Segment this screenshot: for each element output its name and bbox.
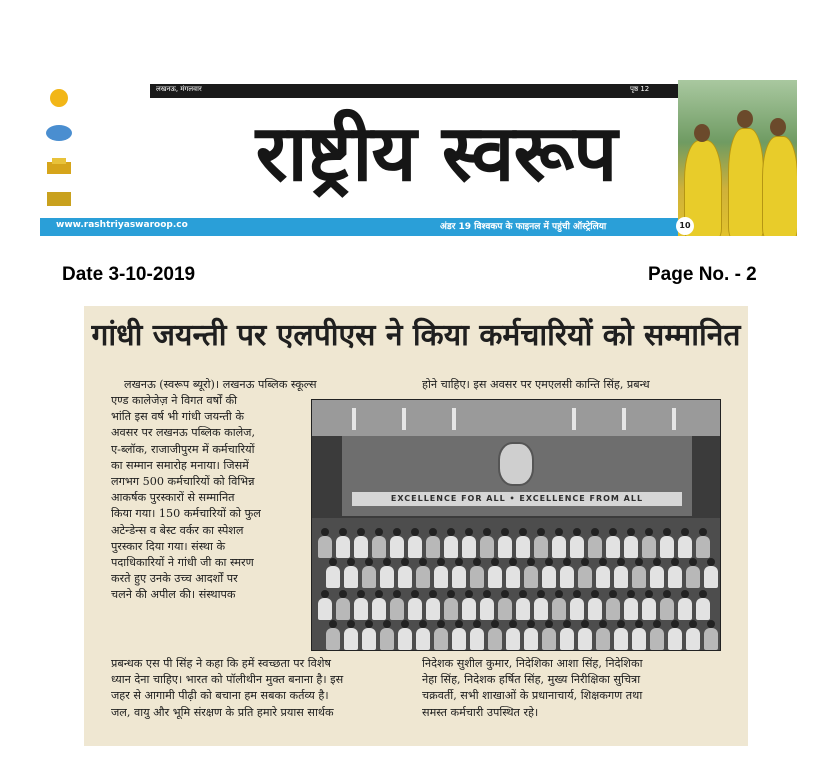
crowd-person-body (408, 598, 422, 620)
crowd-person (401, 620, 409, 628)
news-clipping (84, 306, 748, 746)
article-column-left (111, 393, 307, 604)
masthead-page-badge: 10 (676, 217, 694, 235)
crowd-person-body (506, 566, 520, 588)
crowd-person (473, 558, 481, 566)
crowd-person (663, 590, 671, 598)
event-group-photo (311, 399, 721, 651)
crowd-person (365, 620, 373, 628)
masthead-strip-page: पृष्ठ 12 (630, 85, 650, 93)
text-line: करते हुए उनके उच्च आदर्शों पर (111, 572, 238, 586)
crowd-person-body (678, 598, 692, 620)
crowd-person (483, 528, 491, 536)
text-line: ध्यान देना चाहिए। भारत को पॉलीथीन मुक्त बनाना है। इस (111, 673, 344, 687)
crowd-person (419, 558, 427, 566)
crowd-person-body (462, 536, 476, 558)
crowd-person (519, 590, 527, 598)
crowd-person-body (606, 536, 620, 558)
crowd-person-body (344, 566, 358, 588)
masthead-cricket-photo (678, 80, 797, 236)
crowd-person-body (624, 536, 638, 558)
crowd-person-body (552, 598, 566, 620)
crowd-person (357, 590, 365, 598)
crowd-person-body (362, 628, 376, 650)
crowd-person (437, 558, 445, 566)
crowd-person (383, 558, 391, 566)
crowd-person-body (416, 628, 430, 650)
crowd-person-body (516, 598, 530, 620)
text-line: अटेन्डेन्स व बेस्ट वर्कर का स्पेशल (111, 523, 244, 537)
crowd-person (411, 590, 419, 598)
article-column-bottom-right (422, 656, 727, 721)
text-line: पुरस्कार दिया गया। संस्था के (111, 539, 226, 553)
crowd-person-body (678, 536, 692, 558)
cloud-icon (44, 122, 74, 142)
weather-cloud-row (40, 118, 144, 148)
crowd-person (699, 590, 707, 598)
crowd-person (599, 620, 607, 628)
crowd-person (491, 558, 499, 566)
crowd-person-body (578, 628, 592, 650)
crowd-person-body (318, 598, 332, 620)
crowd-person (429, 528, 437, 536)
crowd-person (537, 590, 545, 598)
crowd-person (609, 528, 617, 536)
crowd-person (465, 590, 473, 598)
crowd-person-body (426, 536, 440, 558)
crowd-person-body (336, 536, 350, 558)
text-line: चलने की अपील की। संस्थापक (111, 588, 236, 602)
crowd-person (357, 528, 365, 536)
masthead-info-strip (150, 84, 716, 98)
crowd-person-body (380, 566, 394, 588)
crowd-person-body (434, 566, 448, 588)
crowd-person (321, 528, 329, 536)
crowd-person-body (570, 536, 584, 558)
crowd-person-body (524, 628, 538, 650)
crowd-person (455, 558, 463, 566)
crowd-person-body (452, 566, 466, 588)
crowd-person (483, 590, 491, 598)
crowd-person-body (534, 536, 548, 558)
crowd-person-body (470, 628, 484, 650)
crowd-person-body (542, 566, 556, 588)
crowd-person-body (390, 598, 404, 620)
text-line: जल, वायु और भूमि संरक्षण के प्रति हमारे प्रयास सार्थक (111, 705, 334, 719)
crowd-person-body (696, 536, 710, 558)
text-line: समस्त कर्मचारी उपस्थित रहे। (422, 705, 539, 719)
crowd-person (671, 558, 679, 566)
crowd-person-body (524, 566, 538, 588)
crowd-person (365, 558, 373, 566)
crowd-person-body (488, 566, 502, 588)
crowd-person-body (480, 598, 494, 620)
text-line: चक्रवर्ती, सभी शाखाओं के प्रधानाचार्य, शिक्षकगण तथा (422, 689, 643, 703)
crowd-person-body (470, 566, 484, 588)
crowd-person-body (462, 598, 476, 620)
crowd-person-body (588, 536, 602, 558)
crowd-person (429, 590, 437, 598)
crowd-person-body (668, 628, 682, 650)
weather-sun-row (40, 84, 144, 114)
crowd-person-body (336, 598, 350, 620)
crowd-person (437, 620, 445, 628)
crowd-person-body (668, 566, 682, 588)
crowd-person (347, 558, 355, 566)
crowd-person (347, 620, 355, 628)
crowd-person-body (326, 566, 340, 588)
crowd-person (329, 620, 337, 628)
crowd-person-body (534, 598, 548, 620)
crowd-person (635, 558, 643, 566)
crowd-person-body (552, 536, 566, 558)
crowd-person-body (488, 628, 502, 650)
crowd-person-body (596, 566, 610, 588)
crowd-person (653, 558, 661, 566)
crowd-person (689, 620, 697, 628)
crowd-person-body (372, 598, 386, 620)
crowd-person (519, 528, 527, 536)
crowd-person (581, 620, 589, 628)
crowd-person (491, 620, 499, 628)
crowd-person-body (344, 628, 358, 650)
crowd-person-body (560, 628, 574, 650)
crowd-person-body (398, 628, 412, 650)
crowd-person (627, 590, 635, 598)
crowd-person (473, 620, 481, 628)
crowd-person (527, 558, 535, 566)
text-line: का सम्मान समारोह मनाया। जिसमें (111, 458, 249, 472)
crowd-person-body (354, 536, 368, 558)
article-column-bottom-left (111, 656, 411, 721)
crowd-person-body (696, 598, 710, 620)
crowd-person (681, 528, 689, 536)
crowd-person (707, 558, 715, 566)
text-line: प्रबन्धक एस पी सिंह ने कहा कि हमें स्वच्छता पर विशेष (111, 657, 331, 670)
crowd-person (573, 528, 581, 536)
crowd-person (699, 528, 707, 536)
crowd-person-body (354, 598, 368, 620)
text-line: एण्ड कालेजेज़ ने विगत वर्षों की (111, 394, 238, 407)
crowd-person (617, 558, 625, 566)
crowd-person (555, 528, 563, 536)
photo-stage-banner: EXCELLENCE FOR ALL • EXCELLENCE FROM ALL (352, 492, 682, 506)
crowd-person-body (452, 628, 466, 650)
crowd-person-body (704, 628, 718, 650)
text-line: निदेशक सुशील कुमार, निदेशिका आशा सिंह, निदेशिका (422, 657, 643, 670)
crowd-person (689, 558, 697, 566)
weather-panel (40, 84, 144, 216)
crowd-person-body (650, 628, 664, 650)
crowd-person (501, 528, 509, 536)
crowd-person (537, 528, 545, 536)
newspaper-masthead (40, 80, 797, 237)
crowd-person-body (498, 598, 512, 620)
crowd-person-body (480, 536, 494, 558)
crowd-person-body (650, 566, 664, 588)
crowd-person-body (614, 566, 628, 588)
crowd-person (663, 528, 671, 536)
crowd-person-body (570, 598, 584, 620)
crowd-person-body (326, 628, 340, 650)
article-headline: गांधी जयन्ती पर एलपीएस ने किया कर्मचारियों को सम्मानित (91, 318, 741, 353)
crowd-person (609, 590, 617, 598)
text-line: लगभग 500 कर्मचारियों को विभिन्न (111, 475, 255, 489)
crowd-person (635, 620, 643, 628)
crowd-person-body (560, 566, 574, 588)
crowd-person-body (408, 536, 422, 558)
crowd-person-body (444, 598, 458, 620)
crowd-person (653, 620, 661, 628)
crowd-person (627, 528, 635, 536)
crowd-person (645, 528, 653, 536)
crowd-person (393, 590, 401, 598)
crowd-person-body (444, 536, 458, 558)
crowd-person (581, 558, 589, 566)
crowd-person (393, 528, 401, 536)
crowd-person-body (362, 566, 376, 588)
crowd-person (573, 590, 581, 598)
crowd-person (375, 528, 383, 536)
crowd-person-body (380, 628, 394, 650)
crowd-person-body (686, 628, 700, 650)
text-line: जहर से आगामी पीढ़ी को बचाना हम सबका कर्तव्य है। (111, 689, 329, 703)
text-line: भांति इस वर्ष भी गांधी जयन्ती के (111, 410, 244, 424)
crowd-person (509, 558, 517, 566)
crowd-person (447, 590, 455, 598)
text-line: पदाधिकारियों ने गांधी जी का स्मरण (111, 556, 254, 570)
newspaper-title: राष्ट्रीय स्वरूप (255, 109, 617, 199)
crowd-person (617, 620, 625, 628)
text-line: ए-ब्लॉक, राजाजीपुरम में कर्मचारियों (111, 442, 255, 456)
crowd-person-body (516, 536, 530, 558)
crowd-person-body (660, 598, 674, 620)
crowd-person-body (372, 536, 386, 558)
crowd-person-body (390, 536, 404, 558)
crowd-person (447, 528, 455, 536)
crowd-person (591, 590, 599, 598)
crowd-person-body (642, 536, 656, 558)
crowd-person-body (318, 536, 332, 558)
crowd-person (645, 590, 653, 598)
crowd-person (455, 620, 463, 628)
gold-icon (44, 156, 74, 176)
crowd-person-body (596, 628, 610, 650)
crowd-person (599, 558, 607, 566)
crowd-person (591, 528, 599, 536)
crowd-person (339, 590, 347, 598)
crowd-person (375, 590, 383, 598)
crowd-person (509, 620, 517, 628)
crowd-person-body (498, 536, 512, 558)
crowd-person-body (588, 598, 602, 620)
crowd-person-body (624, 598, 638, 620)
crowd-person (339, 528, 347, 536)
crowd-person-body (426, 598, 440, 620)
crowd-person (383, 620, 391, 628)
crowd-person-body (416, 566, 430, 588)
crowd-person (563, 620, 571, 628)
text-line: नेहा सिंह, निदेशक हर्षित सिंह, मुख्य निरीक्षिका सुचित्रा (422, 673, 641, 687)
text-line: आकर्षक पुरस्कारों से सम्मानित (111, 491, 235, 505)
article-byline: लखनऊ (स्वरूप ब्यूरो)। लखनऊ पब्लिक स्कूल्स (124, 378, 317, 391)
text-line: किया गया। 150 कर्मचारियों को फुल (111, 507, 261, 521)
crowd-person-body (660, 536, 674, 558)
crowd-person (501, 590, 509, 598)
crowd-person-body (434, 628, 448, 650)
crowd-person-body (506, 628, 520, 650)
sun-icon (44, 88, 74, 108)
crowd-person (681, 590, 689, 598)
crowd-person (411, 528, 419, 536)
masthead-strip-text: लखनऊ, मंगलवार (156, 85, 202, 93)
crowd-person (419, 620, 427, 628)
text-line: अवसर पर लखनऊ पब्लिक कालेज, (111, 426, 256, 440)
crowd-person-body (578, 566, 592, 588)
silver-icon (44, 188, 74, 208)
clipping-date: Date 3-10-2019 (62, 264, 196, 285)
website-url: www.rashtriyaswaroop.co (56, 220, 188, 230)
crowd-person-body (606, 598, 620, 620)
crowd-person-body (686, 566, 700, 588)
crowd-person (527, 620, 535, 628)
crowd-person (321, 590, 329, 598)
crowd-person (671, 620, 679, 628)
crowd-person-body (642, 598, 656, 620)
masthead-headline: अंडर 19 विश्वकप के फाइनल में पहुंची ऑस्ट्रेलिया (440, 222, 607, 232)
crowd-person-body (542, 628, 556, 650)
crowd-person-body (632, 628, 646, 650)
crowd-person (329, 558, 337, 566)
crowd-person (545, 558, 553, 566)
school-emblem (498, 442, 534, 486)
crowd-person (545, 620, 553, 628)
weather-silver-row (40, 184, 144, 214)
weather-gold-row (40, 152, 144, 182)
crowd-person-body (704, 566, 718, 588)
crowd-person (401, 558, 409, 566)
clipping-page-number: Page No. - 2 (648, 264, 757, 285)
crowd-person-body (398, 566, 412, 588)
crowd-person-body (614, 628, 628, 650)
crowd-person (563, 558, 571, 566)
crowd-person-body (632, 566, 646, 588)
crowd-person (465, 528, 473, 536)
crowd-person (707, 620, 715, 628)
article-top-right-line: होने चाहिए। इस अवसर पर एमएलसी कान्ति सिंह, प्रबन्ध (422, 378, 650, 391)
crowd-person (555, 590, 563, 598)
